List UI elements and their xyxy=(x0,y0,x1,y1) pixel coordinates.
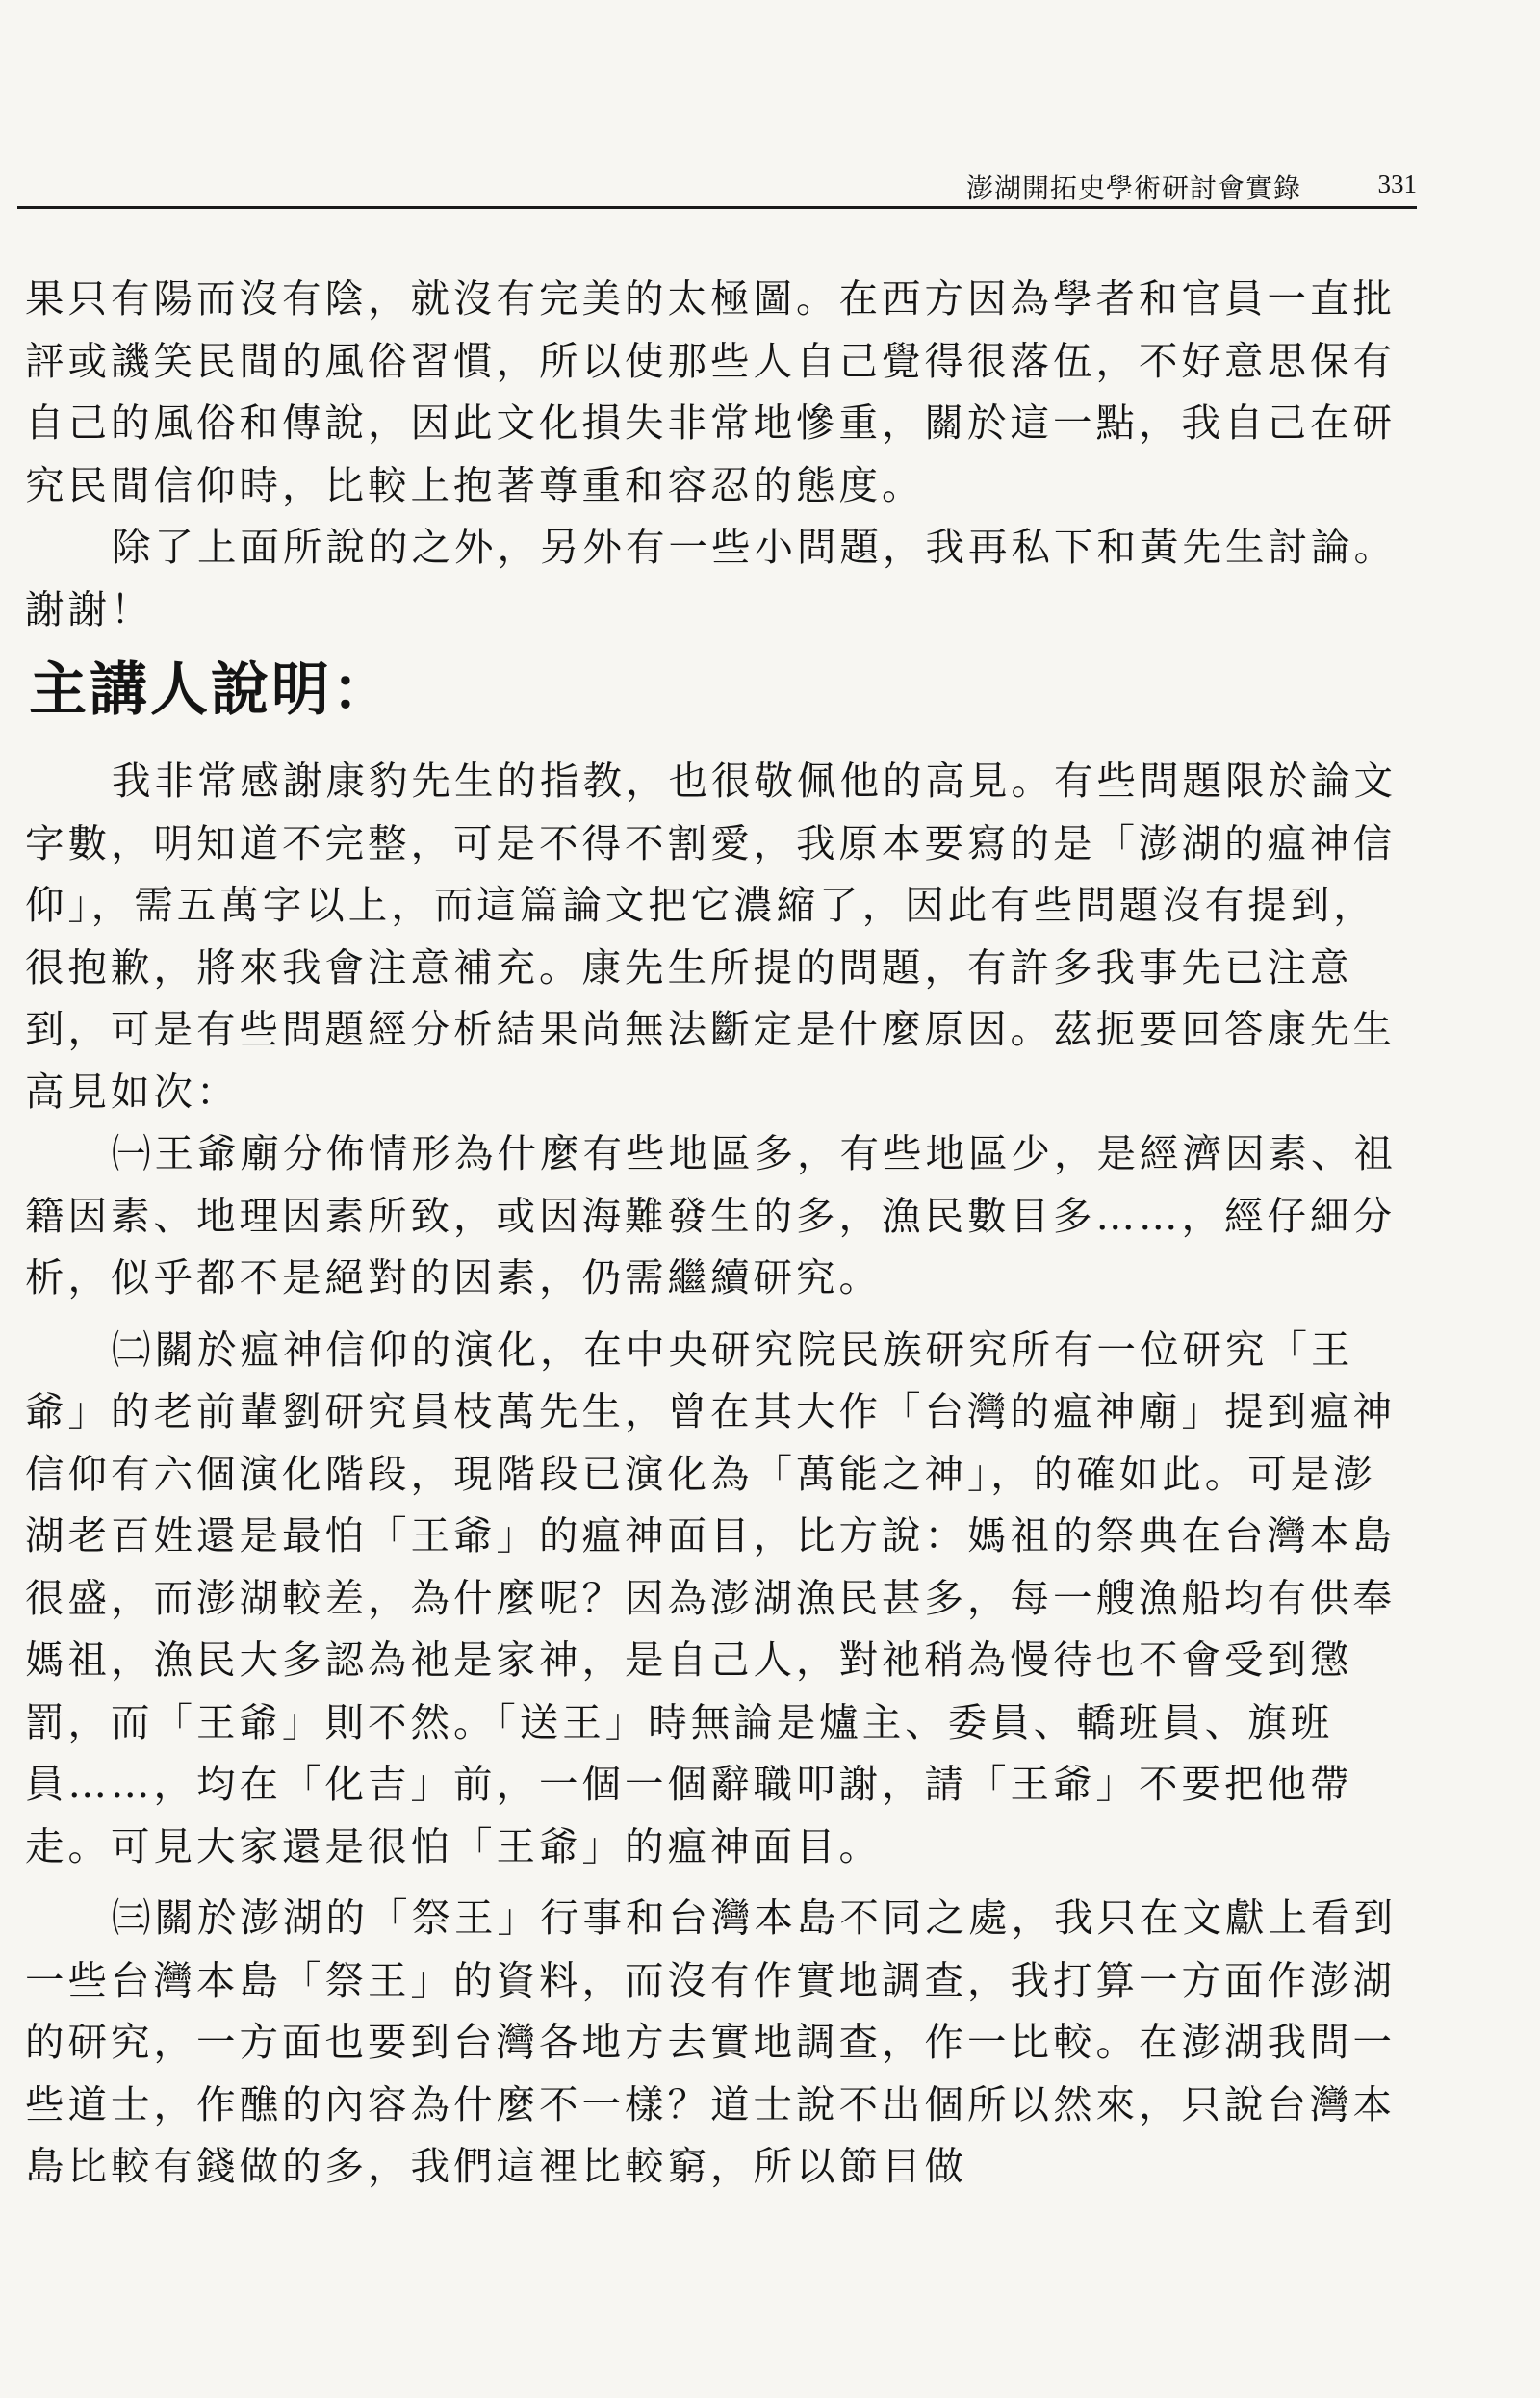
response-item-3: ㈢關於澎湖的「祭王」行事和台灣本島不同之處，我只在文獻上看到一些台灣本島「祭王」的資料，而沒有作實地調查，我打算一方面作澎湖的研究，一方面也要到台灣各地方去實地調查，作一比較。在澎湖我問一些道士，作醮的內容為什麼不一樣？道士說不出個所以然來，只說台灣本島比較有錢做的多，我們這裡比較窮，所以節目做 xyxy=(25,1895,1397,2189)
response-item-2: ㈡關於瘟神信仰的演化，在中央研究院民族研究所有一位研究「王爺」的老前輩劉研究員枝萬先生，曾在其大作「台灣的瘟神廟」提到瘟神信仰有六個演化階段，現階段已演化為「萬能之神」，的確如此。可是澎湖老百姓還是最怕「王爺」的瘟神面目，比方說：媽祖的祭典在台灣本島很盛，而澎湖較差，為什麼呢？因為澎湖漁民甚多，每一艘漁船均有供奉媽祖，漁民大多認為祂是家神，是自己人，對祂稍為慢待也不會受到懲罰，而「王爺」則不然。「送王」時無論是爐主、委員、轎班員、旗班員……，均在「化吉」前，一個一個辭職叩謝，請「王爺」不要把他帶走。可見大家還是很怕「王爺」的瘟神面目。 xyxy=(25,1326,1396,1869)
page-number: 331 xyxy=(1377,169,1417,198)
paragraph-closing: 除了上面所說的之外，另外有一些小問題，我再私下和黃先生討論。謝謝！ xyxy=(25,524,1397,632)
section-heading: 主講人說明： xyxy=(29,657,393,724)
running-title: 澎湖開拓史學術研討會實錄 xyxy=(965,172,1301,204)
page-body xyxy=(25,268,1401,2198)
paragraph-response-intro: 我非常感謝康豹先生的指教，也很敬佩他的高見。有些問題限於論文字數，明知道不完整，可是不得不割愛，我原本要寫的是「澎湖的瘟神信仰」，需五萬字以上，而這篇論文把它濃縮了，因此有些問題沒有提到，很抱歉，將來我會注意補充。康先生所提的問題，有許多我事先已注意到，可是有些問題經分析結果尚無法斷定是什麼原因。茲扼要回答康先生高見如次： xyxy=(25,758,1397,1115)
page-header xyxy=(17,162,1417,209)
paragraph-continuation: 果只有陽而沒有陰，就沒有完美的太極圖。在西方因為學者和官員一直批評或譏笑民間的風俗習慣，所以使那些人自己覺得很落伍，不好意思保有自己的風俗和傳說，因此文化損失非常地慘重，關於這一點，我自己在研究民間信仰時，比較上抱著尊重和容忍的態度。 xyxy=(25,275,1396,508)
response-item-1: ㈠王爺廟分佈情形為什麼有些地區多，有些地區少，是經濟因素、祖籍因素、地理因素所致，或因海難發生的多，漁民數目多……，經仔細分析，似乎都不是絕對的因素，仍需繼續研究。 xyxy=(25,1130,1397,1301)
